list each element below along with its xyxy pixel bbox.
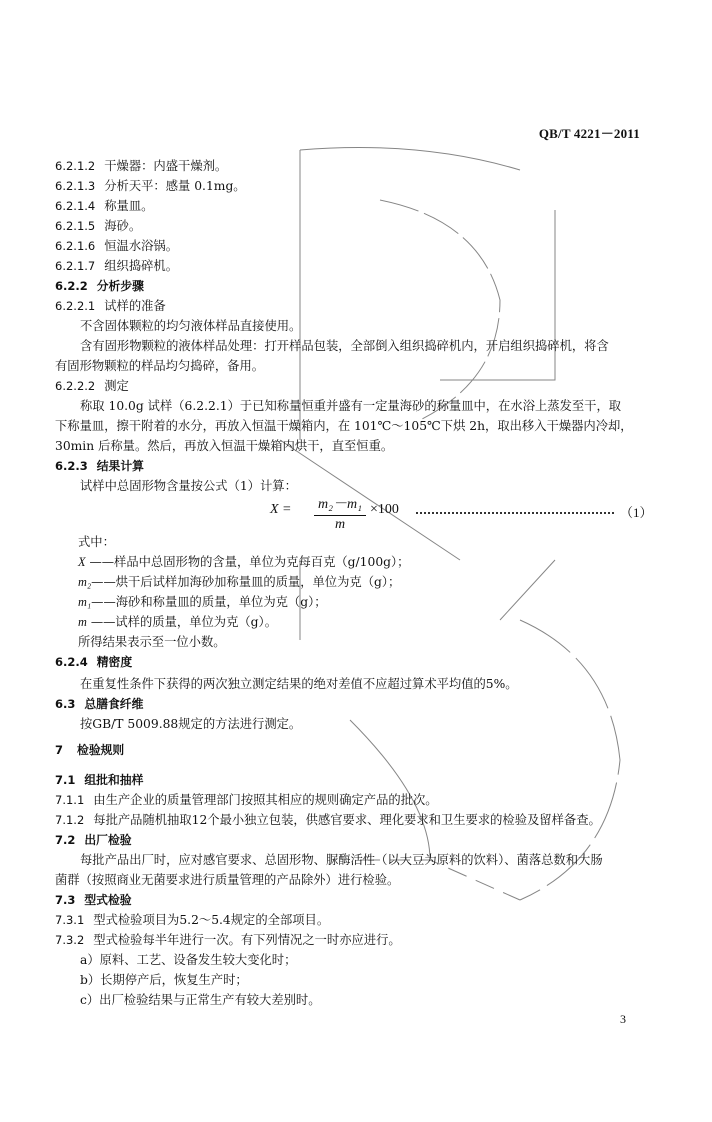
list-item: b）长期停产后，恢复生产时； xyxy=(80,973,248,987)
paragraph-line: 菌群（按照商业无菌要求进行质量管理的产品除外）进行检验。 xyxy=(55,873,400,887)
text-line: 7.1.2 每批产品随机抽取12个最小独立包装，供感官要求、理化要求和卫生要求的检验及留样备查。 xyxy=(55,813,601,827)
section-heading: 7.3 型式检验 xyxy=(55,893,132,907)
list-item: a）原料、工艺、设备发生较大变化时； xyxy=(80,953,297,967)
formula-1 xyxy=(270,496,653,536)
standard-code: QB/T 4221－2011 xyxy=(538,126,640,141)
page-number: 3 xyxy=(620,1012,626,1026)
paragraph-line: 下称量皿，擦干附着的水分，再放入恒温干燥箱内，在 101℃～105℃下烘 2h，取出移入干燥器内冷却， xyxy=(55,419,633,433)
chapter-heading: 7 检验规则 xyxy=(55,743,125,757)
text-line: 6.2.1.7 组织捣碎机。 xyxy=(55,259,179,273)
paragraph-line: 30min 后称量。然后，再放入恒温干燥箱内烘干，直至恒重。 xyxy=(55,439,394,453)
definitions-intro: 式中： xyxy=(78,535,115,549)
definition-item: m₁——海砂和称量皿的质量，单位为克（g）； xyxy=(78,595,327,609)
paragraph-line: 按GB/T 5009.88规定的方法进行测定。 xyxy=(80,717,302,731)
definition-item: m ——试样的质量，单位为克（g）。 xyxy=(78,615,277,629)
list-item: c）出厂检验结果与正常生产有较大差别时。 xyxy=(80,993,321,1007)
text-line: 6.2.1.4 称量皿。 xyxy=(55,199,154,213)
definition-item: X ——样品中总固形物的含量，单位为克每百克（g/100g）； xyxy=(78,555,410,569)
formula-multiplier: ×100 xyxy=(370,502,399,517)
section-heading: 6.2.2 分析步骤 xyxy=(55,279,144,293)
formula-number: （1） xyxy=(620,505,653,520)
paragraph-line: 含有固形物颗粒的液体样品处理：打开样品包装，全部倒入组织捣碎机内，开启组织捣碎机，将含 xyxy=(80,339,609,353)
paragraph-line: 试样中总固形物含量按公式（1）计算： xyxy=(80,479,297,493)
section-heading: 6.3 总膳食纤维 xyxy=(55,697,144,711)
subsection-heading: 6.2.2.2 测定 xyxy=(55,379,129,393)
formula-denominator: m xyxy=(334,517,346,532)
text-line: 6.2.1.6 恒温水浴锅。 xyxy=(55,239,179,253)
paragraph-line: 不含固体颗粒的均匀液体样品直接使用。 xyxy=(80,319,302,333)
text-line: 7.3.1 型式检验项目为5.2～5.4规定的全部项目。 xyxy=(55,913,330,927)
text-line: 6.2.1.2 干燥器：内盛干燥剂。 xyxy=(55,159,228,173)
paragraph-line: 称取 10.0g 试样（6.2.2.1）于已知称量恒重并盛有一定量海砂的称量皿中，在水浴上蒸发至干，取 xyxy=(80,399,622,413)
paragraph-line: 每批产品出厂时，应对感官要求、总固形物、脲酶活性（以大豆为原料的饮料）、菌落总数和大肠 xyxy=(80,853,603,867)
text-line: 7.1.1 由生产企业的质量管理部门按照其相应的规则确定产品的批次。 xyxy=(55,793,438,807)
paragraph-line: 在重复性条件下获得的两次独立测定结果的绝对差值不应超过算术平均值的5%。 xyxy=(80,677,518,691)
formula-numerator: m₂－m₁ xyxy=(314,496,366,516)
formula-fraction xyxy=(314,496,366,534)
section-heading: 7.2 出厂检验 xyxy=(55,833,132,847)
text-line: 6.2.1.3 分析天平：感量 0.1mg。 xyxy=(55,179,246,193)
section-heading: 6.2.4 精密度 xyxy=(55,655,133,669)
subsection-heading: 6.2.2.1 试样的准备 xyxy=(55,299,166,313)
paragraph-line: 所得结果表示至一位小数。 xyxy=(78,635,226,649)
section-heading: 7.1 组批和抽样 xyxy=(55,773,144,787)
definition-item: m₂——烘干后试样加海砂加称量皿的质量，单位为克（g）； xyxy=(78,575,401,589)
text-line: 7.3.2 型式检验每半年进行一次。有下列情况之一时亦应进行。 xyxy=(55,933,401,947)
formula-lhs: X = xyxy=(270,502,292,517)
formula-leader xyxy=(416,500,614,514)
paragraph-line: 有固形物颗粒的样品均匀捣碎，备用。 xyxy=(55,359,265,373)
section-heading: 6.2.3 结果计算 xyxy=(55,459,144,473)
text-line: 6.2.1.5 海砂。 xyxy=(55,219,142,233)
